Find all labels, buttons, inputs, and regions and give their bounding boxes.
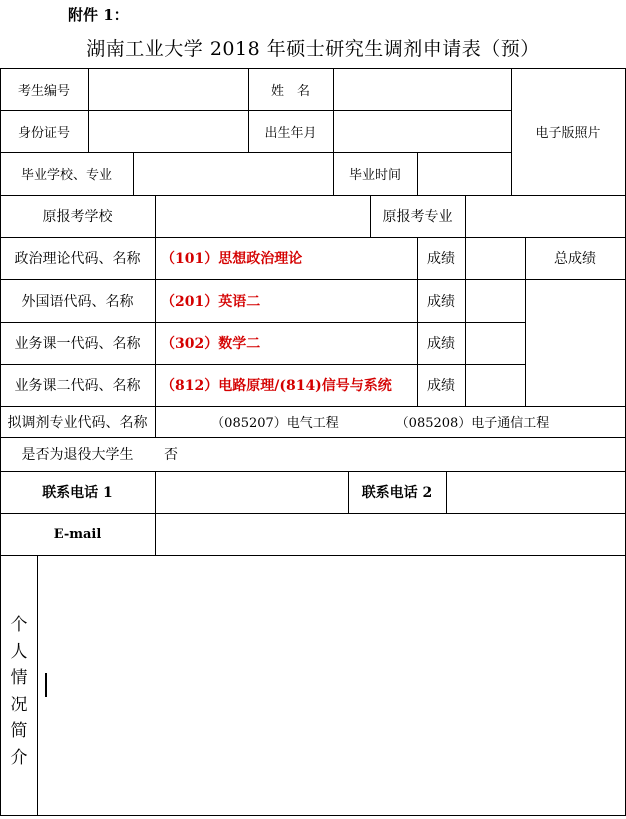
profile-textarea[interactable]: [38, 556, 624, 814]
exam-id-label: 考生编号: [17, 83, 70, 99]
course2-value: （812）电路原理/(814)信号与系统: [161, 378, 392, 394]
transfer-major-value-2: （085208）电子通信工程: [395, 416, 550, 431]
email-label: E-mail: [53, 526, 102, 542]
profile-char: 简: [10, 721, 28, 741]
id-number-field[interactable]: [89, 111, 247, 152]
politics-value: （101）思想政治理论: [161, 251, 303, 267]
transfer-major-value-1: （085207）电气工程: [211, 416, 339, 431]
phone2-label: 联系电话 2: [361, 485, 433, 501]
transfer-major-label: 拟调剂专业代码、名称: [7, 414, 148, 431]
profile-char: 情: [10, 668, 28, 688]
veteran-value: 否: [164, 447, 178, 463]
foreign-lang-score-field[interactable]: [466, 280, 524, 322]
text-cursor: [45, 673, 47, 697]
orig-major-label: 原报考专业: [382, 209, 453, 225]
orig-school-label: 原报考学校: [42, 209, 113, 225]
grad-time-label: 毕业时间: [348, 168, 401, 183]
name-label: 姓 名: [270, 83, 310, 99]
profile-char: 况: [10, 694, 28, 715]
course1-label: 业务课一代码、名称: [14, 336, 141, 352]
course1-score-field[interactable]: [466, 323, 524, 364]
photo-label: 电子版照片: [535, 126, 601, 141]
course1-value: （302）数学二: [161, 336, 261, 352]
course2-score-label: 成绩: [427, 378, 455, 394]
foreign-lang-score-label: 成绩: [427, 293, 455, 310]
rule: [0, 815, 626, 816]
birth-date-label: 出生年月: [264, 125, 317, 141]
total-score-field[interactable]: [526, 280, 624, 406]
phone1-field[interactable]: [156, 472, 347, 513]
exam-id-field[interactable]: [89, 69, 247, 110]
email-field[interactable]: [156, 514, 624, 555]
politics-label: 政治理论代码、名称: [14, 251, 141, 267]
politics-score-field[interactable]: [466, 238, 524, 279]
grad-time-field[interactable]: [418, 153, 510, 195]
profile-char: 人: [10, 641, 28, 662]
phone1-label: 联系电话 1: [42, 485, 113, 501]
veteran-label: 是否为退役大学生: [21, 447, 134, 463]
name-field[interactable]: [334, 69, 510, 110]
profile-char: 介: [10, 747, 28, 768]
foreign-lang-value: （201）英语二: [161, 293, 261, 310]
grad-school-major-label: 毕业学校、专业: [20, 168, 112, 183]
profile-char: 个: [10, 615, 28, 635]
attachment-label: 附件 1：: [68, 6, 129, 24]
birth-date-field[interactable]: [334, 111, 510, 152]
orig-major-field[interactable]: [466, 196, 624, 237]
grad-school-major-field[interactable]: [134, 153, 332, 195]
course2-score-field[interactable]: [466, 365, 524, 406]
phone2-field[interactable]: [447, 472, 624, 513]
orig-school-field[interactable]: [156, 196, 369, 237]
course1-score-label: 成绩: [427, 336, 455, 352]
politics-score-label: 成绩: [427, 251, 455, 267]
profile-label: [0, 612, 38, 771]
foreign-lang-label: 外国语代码、名称: [21, 293, 134, 310]
total-score-label: 总成绩: [554, 251, 596, 267]
course2-label: 业务课二代码、名称: [14, 378, 141, 394]
id-number-label: 身份证号: [17, 125, 70, 141]
form-title: 湖南工业大学 2018 年硕士研究生调剂申请表（预）: [86, 38, 540, 60]
